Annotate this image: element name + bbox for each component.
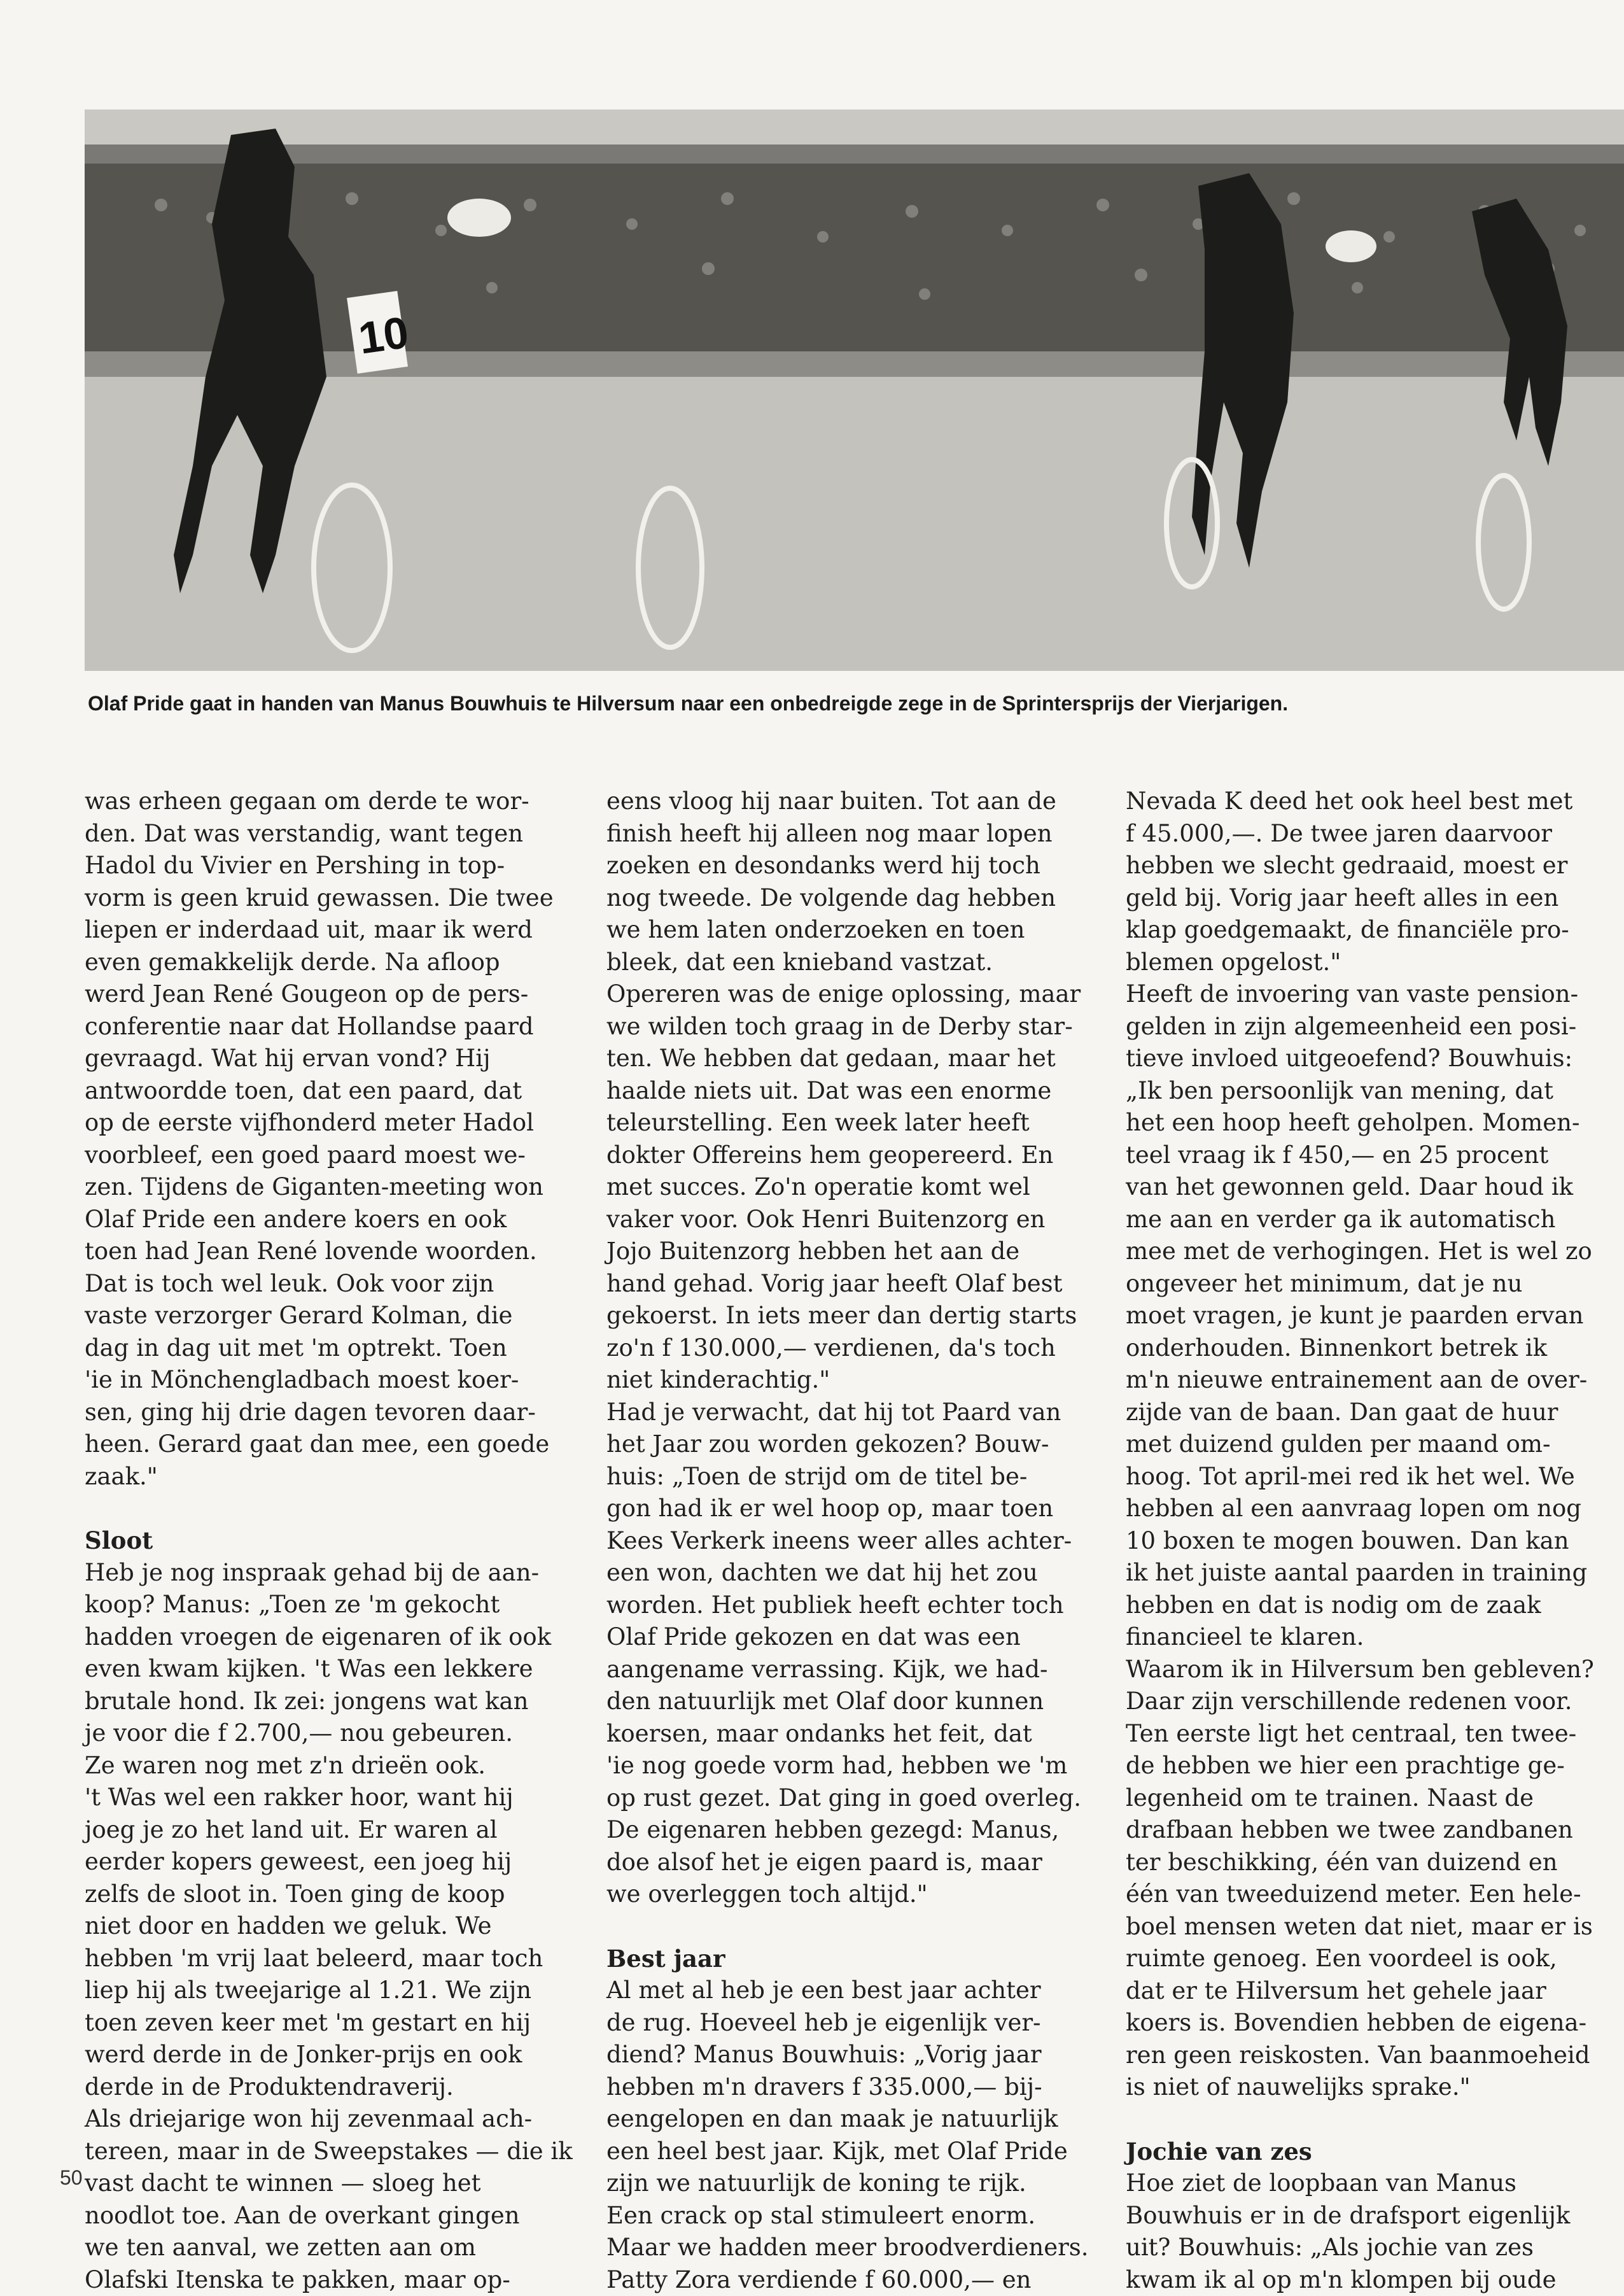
column-2-paragraph-1: eens vloog hij naar buiten. Tot aan de finish heeft hij alleen nog maar lopen zoeken en desondanks werd hij toch nog tweede. De volgende dag hebben we hem laten onderzoeken en toen bleek, dat een knieband vastzat. Opereren was de enige oplossing, maar we wilden toch graag in de Derby star- ten. We hebben dat gedaan, maar het haalde niets uit. Dat was een enorme teleurstelling. Een week later heeft dokter Offereins hem geopereerd. En met succes. Zo'n operatie komt wel vaker voor. Ook Henri Buitenzorg en Jojo Buitenzorg hebben het aan de hand gehad. Vorig jaar heeft Olaf best gekoerst. In iets meer dan dertig starts zo'n f 130.000,— verdienen, da's toch niet kinderachtig." Had je verwacht, dat hij tot Paard van het Jaar zou worden gekozen? Bouw- huis: „Toen de strijd om de titel be- gon had ik er wel hoop op, maar toen Kees Verkerk ineens weer alles achter- een won, dachten we dat hij het zou worden. Het publiek heeft echter toch Olaf Pride gekozen en dat was een aangename verrassing. Kijk, we had- den natuurlijk met Olaf door kunnen koersen, maar ondanks het feit, dat 'ie nog goede vorm had, hebben we 'm op rust gezet. Dat ging in goed overleg. De eigenaren hebben gezegd: Manus, doe alsof het je eigen paard is, maar we overleggen toch altijd." [606, 785, 1065, 1911]
column-1 [85, 785, 543, 2296]
column-3-paragraph-1: Nevada K deed het ook heel best met f 45.000,—. De twee jaren daarvoor hebben we slecht gedraaid, moest er geld bij. Vorig jaar heeft alles in een klap goedgemaakt, de financiële pro- blemen opgelost." Heeft de invoering van vaste pension- gelden in zijn algemeenheid een posi- tieve invloed uitgeoefend? Bouwhuis: „Ik ben persoonlijk van mening, dat het een hoop heeft geholpen. Momen- teel vraag ik f 450,— en 25 procent van het gewonnen geld. Daar houd ik me aan en verder ga ik automatisch mee met de verhogingen. Het is wel zo ongeveer het minimum, dat je nu moet vragen, je kunt je paarden ervan onderhouden. Binnenkort betrek ik m'n nieuwe entrainement aan de over- zijde van de baan. Dan gaat de huur met duizend gulden per maand om- hoog. Tot april-mei red ik het wel. We hebben al een aanvraag lopen om nog 10 boxen te mogen bouwen. Dan kan ik het juiste aantal paarden in training hebben en dat is nodig om de zaak financieel te klaren. Waarom ik in Hilversum ben gebleven? Daar zijn verschillende redenen voor. Ten eerste ligt het centraal, ten twee- de hebben we hier een prachtige ge- legenheid om te trainen. Naast de drafbaan hebben we twee zandbanen ter beschikking, één van duizend en één van tweeduizend meter. Een hele- boel mensen weten dat niet, maar er is ruimte genoeg. Een voordeel is ook, dat er te Hilversum het gehele jaar koers is. Bovendien hebben de eigena- ren geen reiskosten. Van baanmoeheid is niet of nauwelijks sprake." [1126, 785, 1584, 2104]
photo-caption: Olaf Pride gaat in handen van Manus Bouwhuis te Hilversum naar een onbedreigde zege in de Sprintersprijs der Vierjarigen. [88, 690, 1551, 717]
column-1-paragraph-2: Heb je nog inspraak gehad bij de aan- koop? Manus: „Toen ze 'm gekocht hadden vroegen de eigenaren of ik ook even kwam kijken. 't Was een lekkere brutale hond. Ik zei: jongens wat kan je voor die f 2.700,— nou gebeuren. Ze waren nog met z'n drieën ook. 't Was wel een rakker hoor, want hij joeg je zo het land uit. Er waren al eerder kopers geweest, een joeg hij zelfs de sloot in. Toen ging de koop niet door en hadden we geluk. We hebben 'm vrij laat beleerd, maar toch liep hij als tweejarige al 1.21. We zijn toen zeven keer met 'm gestart en hij werd derde in de Jonker-prijs en ook derde in de Produktendraverij. Als driejarige won hij zevenmaal ach- tereen, maar in de Sweepstakes — die ik vast dacht te winnen — sloeg het noodlot toe. Aan de overkant gingen we ten aanval, we zetten aan om Olafski Itenska te pakken, maar op- [85, 1557, 543, 2296]
section-gap [85, 1493, 543, 1525]
subheading-best-jaar: Best jaar [606, 1943, 1065, 1975]
race-number-bib: 10 [356, 307, 412, 363]
column-1-paragraph-1: was erheen gegaan om derde te wor- den. Dat was verstandig, want tegen Hadol du Vivier en Pershing in top- vorm is geen kruid gewassen. Die twee liepen er inderdaad uit, maar ik werd even gemakkelijk derde. Na afloop werd Jean René Gougeon op de pers- conferentie naar dat Hollandse paard gevraagd. Wat hij ervan vond? Hij antwoordde toen, dat een paard, dat op de eerste vijfhonderd meter Hadol voorbleef, een goed paard moest we- zen. Tijdens de Giganten-meeting won Olaf Pride een andere koers en ook toen had Jean René lovende woorden. Dat is toch wel leuk. Ook voor zijn vaste verzorger Gerard Kolman, die dag in dag uit met 'm optrekt. Toen 'ie in Mönchengladbach moest koer- sen, ging hij drie dagen tevoren daar- heen. Gerard gaat dan mee, een goede zaak." [85, 785, 543, 1493]
section-gap [606, 1911, 1065, 1943]
race-photo [85, 109, 1624, 671]
page-number: 50 [60, 2166, 83, 2190]
section-gap [1126, 2104, 1584, 2136]
subheading-jochie-van-zes: Jochie van zes [1126, 2136, 1584, 2168]
column-3 [1126, 785, 1584, 2296]
subheading-sloot: Sloot [85, 1525, 543, 1557]
column-2-paragraph-2: Al met al heb je een best jaar achter de rug. Hoeveel heb je eigenlijk ver- diend? Manus Bouwhuis: „Vorig jaar hebben m'n dravers f 335.000,— bij- eengelopen en dan maak je natuurlijk een heel best jaar. Kijk, met Olaf Pride zijn we natuurlijk de koning te rijk. Een crack op stal stimuleert enorm. Maar we hadden meer broodverdieners. Patty Zora verdiende f 60.000,— en [606, 1975, 1065, 2296]
column-3-paragraph-2: Hoe ziet de loopbaan van Manus Bouwhuis er in de drafsport eigenlijk uit? Bouwhuis: „Als jochie van zes kwam ik al op m'n klompen bij oude [1126, 2167, 1584, 2296]
race-photo-illustration [85, 109, 1624, 671]
column-2 [606, 785, 1065, 2296]
